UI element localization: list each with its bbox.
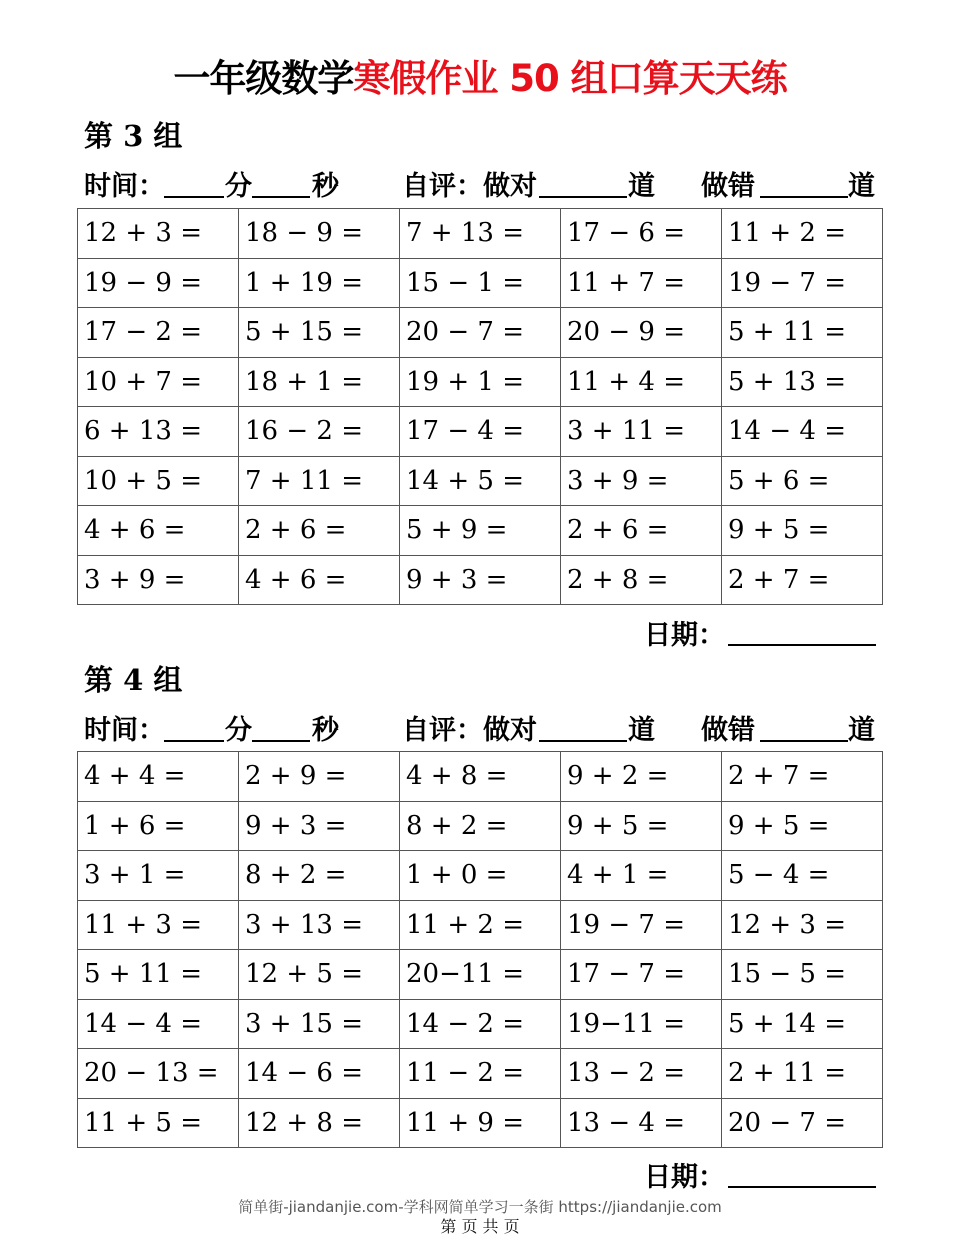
group-4-problem-table: [77, 751, 883, 1148]
problem-cell: 3 + 11 =: [561, 407, 722, 457]
table-row: [78, 950, 883, 1000]
problem-cell: 20 − 7 =: [722, 1098, 883, 1148]
title-part-red: 寒假作业 50 组口算天天练: [353, 57, 787, 100]
table-row: [78, 801, 883, 851]
table-row: [78, 555, 883, 605]
self-eval-label: 自评：做对: [402, 715, 537, 746]
problem-cell: 20 − 9 =: [561, 308, 722, 358]
problem-cell: 15 − 5 =: [722, 950, 883, 1000]
problem-cell: 17 − 7 =: [561, 950, 722, 1000]
table-row: [78, 1049, 883, 1099]
problem-cell: 16 − 2 =: [239, 407, 400, 457]
table-row: [78, 407, 883, 457]
problem-cell: 2 + 9 =: [239, 752, 400, 802]
problem-cell: 2 + 7 =: [722, 752, 883, 802]
problem-cell: 5 + 15 =: [239, 308, 400, 358]
problem-cell: 9 + 3 =: [239, 801, 400, 851]
date-blank[interactable]: [728, 1186, 876, 1188]
minute-label: 分: [225, 715, 252, 746]
problem-cell: 11 + 2 =: [400, 900, 561, 950]
problem-cell: 13 − 2 =: [561, 1049, 722, 1099]
problem-cell: 4 + 4 =: [78, 752, 239, 802]
page-number: 第 页 共 页: [440, 1217, 520, 1236]
problem-cell: 12 + 3 =: [78, 209, 239, 259]
problem-cell: 7 + 13 =: [400, 209, 561, 259]
problem-cell: 17 − 4 =: [400, 407, 561, 457]
table-row: [78, 900, 883, 950]
time-label: 时间：: [84, 715, 165, 746]
problem-cell: 19 − 7 =: [722, 258, 883, 308]
group-4-date: [644, 1155, 884, 1193]
problem-cell: 14 + 5 =: [400, 456, 561, 506]
problem-cell: 3 + 9 =: [561, 456, 722, 506]
problem-cell: 12 + 8 =: [239, 1098, 400, 1148]
problem-cell: 5 + 11 =: [722, 308, 883, 358]
problem-cell: 4 + 6 =: [239, 555, 400, 605]
table-row: [78, 1098, 883, 1148]
problem-cell: 2 + 8 =: [561, 555, 722, 605]
problem-cell: 6 + 13 =: [78, 407, 239, 457]
problem-cell: 9 + 5 =: [722, 801, 883, 851]
wrong-label: 做错: [701, 171, 755, 202]
problem-cell: 2 + 6 =: [561, 506, 722, 556]
wrong-count-blank[interactable]: [760, 196, 848, 198]
problem-cell: 4 + 8 =: [400, 752, 561, 802]
problem-cell: 2 + 6 =: [239, 506, 400, 556]
date-label: 日期：: [644, 1162, 725, 1193]
self-eval-label: 自评：做对: [402, 171, 537, 202]
problem-cell: 1 + 19 =: [239, 258, 400, 308]
problem-cell: 9 + 3 =: [400, 555, 561, 605]
problem-cell: 5 + 9 =: [400, 506, 561, 556]
date-blank[interactable]: [728, 644, 876, 646]
problem-cell: 1 + 6 =: [78, 801, 239, 851]
wrong-label: 做错: [701, 715, 755, 746]
problem-cell: 14 − 4 =: [722, 407, 883, 457]
problem-cell: 14 − 2 =: [400, 999, 561, 1049]
problem-cell: 11 + 2 =: [722, 209, 883, 259]
problem-cell: 20 − 13 =: [78, 1049, 239, 1099]
problem-cell: 2 + 11 =: [722, 1049, 883, 1099]
problem-cell: 11 + 4 =: [561, 357, 722, 407]
problem-cell: 14 − 4 =: [78, 999, 239, 1049]
group-3-date: [644, 613, 884, 651]
problem-cell: 18 − 9 =: [239, 209, 400, 259]
problem-cell: 19 + 1 =: [400, 357, 561, 407]
second-label: 秒: [312, 171, 339, 202]
title-part-black: 一年级数学: [173, 57, 354, 100]
problem-cell: 7 + 11 =: [239, 456, 400, 506]
problem-cell: 9 + 2 =: [561, 752, 722, 802]
wrong-dao-label: 道: [848, 715, 875, 746]
problem-cell: 19 − 7 =: [561, 900, 722, 950]
problem-cell: 10 + 5 =: [78, 456, 239, 506]
problem-cell: 1 + 0 =: [400, 851, 561, 901]
problem-cell: 5 + 13 =: [722, 357, 883, 407]
correct-count-blank[interactable]: [539, 740, 627, 742]
group-4-meta-row: [84, 708, 884, 746]
table-row: [78, 752, 883, 802]
problem-cell: 3 + 15 =: [239, 999, 400, 1049]
problem-cell: 9 + 5 =: [561, 801, 722, 851]
date-label: 日期：: [644, 620, 725, 651]
time-label: 时间：: [84, 171, 165, 202]
problem-cell: 11 + 5 =: [78, 1098, 239, 1148]
problem-cell: 11 + 7 =: [561, 258, 722, 308]
group-3-title: 第 3 组: [84, 119, 183, 153]
problem-cell: 11 + 3 =: [78, 900, 239, 950]
correct-count-blank[interactable]: [539, 196, 627, 198]
problem-cell: 19−11 =: [561, 999, 722, 1049]
table-row: [78, 258, 883, 308]
problem-cell: 5 − 4 =: [722, 851, 883, 901]
wrong-count-blank[interactable]: [760, 740, 848, 742]
problem-cell: 5 + 14 =: [722, 999, 883, 1049]
problem-cell: 9 + 5 =: [722, 506, 883, 556]
problem-cell: 4 + 6 =: [78, 506, 239, 556]
problem-cell: 8 + 2 =: [400, 801, 561, 851]
problem-cell: 14 − 6 =: [239, 1049, 400, 1099]
problem-cell: 11 − 2 =: [400, 1049, 561, 1099]
correct-dao-label: 道: [628, 171, 655, 202]
problem-cell: 17 − 2 =: [78, 308, 239, 358]
table-row: [78, 357, 883, 407]
table-row: [78, 209, 883, 259]
correct-dao-label: 道: [628, 715, 655, 746]
problem-cell: 3 + 9 =: [78, 555, 239, 605]
problem-cell: 13 − 4 =: [561, 1098, 722, 1148]
second-blank[interactable]: [252, 740, 310, 742]
problem-cell: 3 + 13 =: [239, 900, 400, 950]
problem-cell: 2 + 7 =: [722, 555, 883, 605]
wrong-dao-label: 道: [848, 171, 875, 202]
problem-cell: 15 − 1 =: [400, 258, 561, 308]
group-3-problem-table: [77, 208, 883, 605]
problem-cell: 12 + 5 =: [239, 950, 400, 1000]
page-title: [0, 48, 960, 102]
table-row: [78, 456, 883, 506]
problem-cell: 18 + 1 =: [239, 357, 400, 407]
problem-cell: 3 + 1 =: [78, 851, 239, 901]
second-blank[interactable]: [252, 196, 310, 198]
problem-cell: 19 − 9 =: [78, 258, 239, 308]
problem-cell: 4 + 1 =: [561, 851, 722, 901]
group-4-title: 第 4 组: [84, 663, 183, 697]
problem-cell: 12 + 3 =: [722, 900, 883, 950]
problem-cell: 8 + 2 =: [239, 851, 400, 901]
table-row: [78, 851, 883, 901]
second-label: 秒: [312, 715, 339, 746]
problem-cell: 10 + 7 =: [78, 357, 239, 407]
problem-cell: 17 − 6 =: [561, 209, 722, 259]
group-3-meta-row: [84, 164, 884, 202]
table-row: [78, 999, 883, 1049]
minute-blank[interactable]: [164, 196, 224, 198]
problem-cell: 20−11 =: [400, 950, 561, 1000]
problem-cell: 11 + 9 =: [400, 1098, 561, 1148]
source-footer: 简单街-jiandanjie.com-学科网简单学习一条街 https://jiandanjie.com: [238, 1198, 722, 1216]
problem-cell: 5 + 11 =: [78, 950, 239, 1000]
problem-cell: 5 + 6 =: [722, 456, 883, 506]
minute-blank[interactable]: [164, 740, 224, 742]
table-row: [78, 308, 883, 358]
problem-cell: 20 − 7 =: [400, 308, 561, 358]
table-row: [78, 506, 883, 556]
minute-label: 分: [225, 171, 252, 202]
